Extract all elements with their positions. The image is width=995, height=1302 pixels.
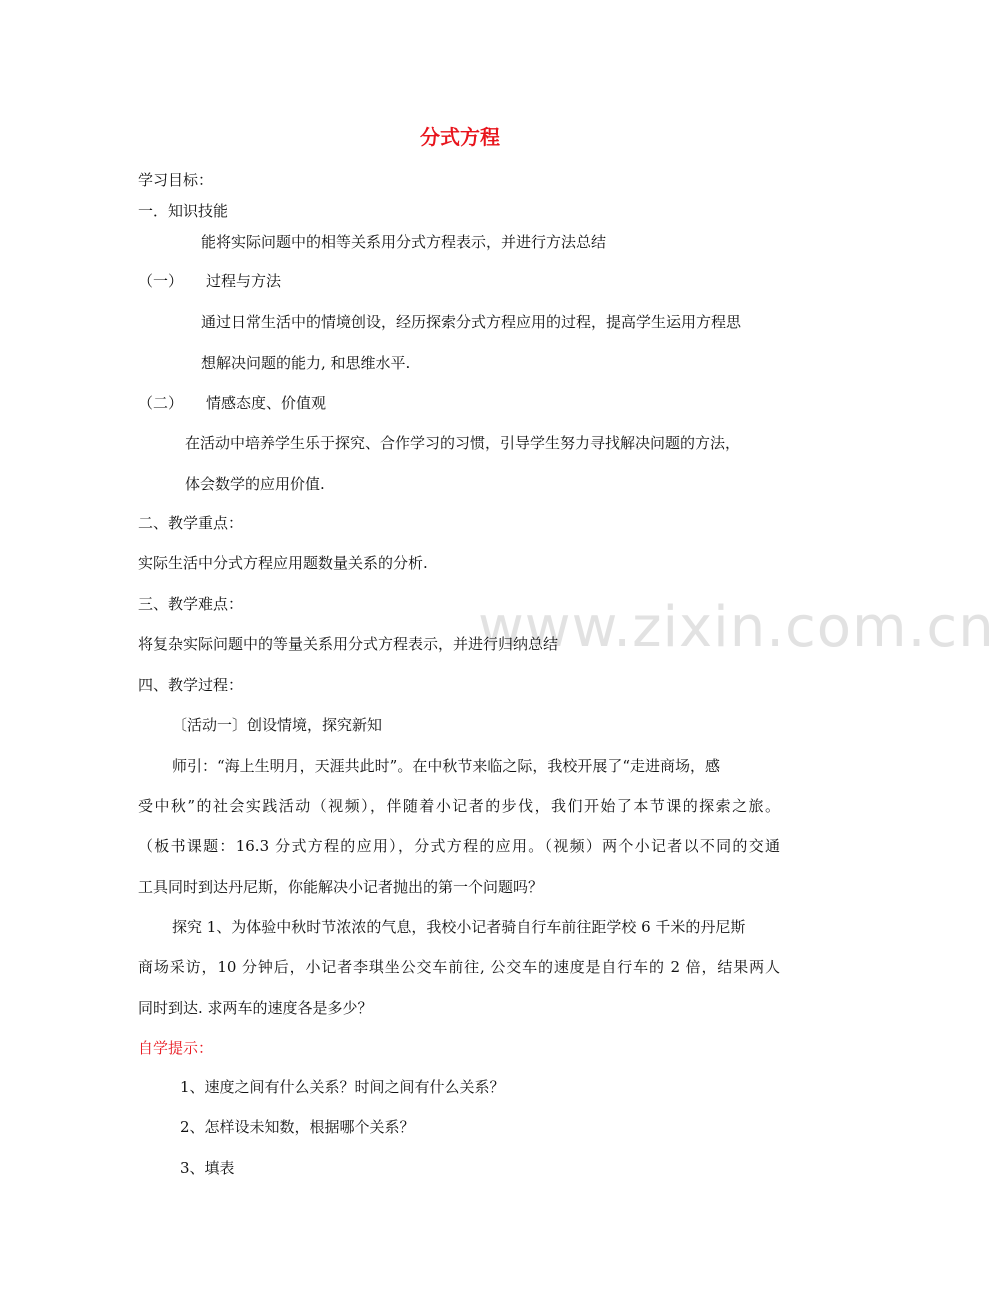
para2-line3: 同时到达. 求两车的速度各是多少？ [138, 999, 373, 1017]
objectives-heading: 学习目标： [138, 171, 214, 189]
para2-line1: 探究 1、为体验中秋时节浓浓的气息，我校小记者骑自行车前往距学校 6 千米的丹尼斯 [172, 918, 746, 936]
activity1-heading: 〔活动一〕创设情境，探究新知 [172, 716, 383, 734]
section1-heading: 一．知识技能 [138, 202, 229, 220]
sub1-line1: 通过日常生活中的情境创设，经历探索分式方程应用的过程，提高学生运用方程思 [201, 313, 742, 331]
difficulty-text: 将复杂实际问题中的等量关系用分式方程表示，并进行归纳总结 [138, 635, 559, 653]
difficulty-heading: 三、教学难点： [138, 595, 244, 613]
process-heading: 四、教学过程： [138, 676, 244, 694]
section1-text: 能将实际问题中的相等关系用分式方程表示，并进行方法总结 [201, 233, 607, 251]
sub1-heading: 过程与方法 [206, 272, 282, 290]
hint-item-1: 1、速度之间有什么关系？时间之间有什么关系？ [180, 1078, 505, 1096]
sub2-line2: 体会数学的应用价值. [185, 475, 325, 493]
para2-line2: 商场采访，10 分钟后，小记者李琪坐公交车前往, 公交车的速度是自行车的 2 倍，结果两人 [138, 958, 780, 976]
para1-line3: （板书课题：16.3 分式方程的应用），分式方程的应用。（视频）两个小记者以不同的交通 [138, 837, 780, 855]
watermark: www.zixin.com.cn [478, 595, 995, 660]
sub2-marker: （二） [138, 394, 184, 412]
sub2-line1: 在活动中培养学生乐于探究、合作学习的习惯，引导学生努力寻找解决问题的方法， [185, 434, 741, 452]
sub1-marker: （一） [138, 272, 184, 290]
sub1-line2: 想解决问题的能力, 和思维水平. [201, 354, 411, 372]
focus-text: 实际生活中分式方程应用题数量关系的分析. [138, 554, 428, 572]
focus-heading: 二、教学重点： [138, 514, 244, 532]
para1-line1: 师引：“海上生明月，天涯共此时”。在中秋节来临之际，我校开展了“走进商场，感 [172, 757, 721, 775]
hint-heading: 自学提示： [138, 1039, 214, 1057]
page-title: 分式方程 [420, 125, 500, 149]
sub2-heading: 情感态度、价值观 [206, 394, 327, 412]
hint-item-3: 3、填表 [180, 1159, 235, 1177]
para1-line2: 受中秋”的社会实践活动（视频），伴随着小记者的步伐，我们开始了本节课的探索之旅。 [138, 797, 780, 815]
para1-line4: 工具同时到达丹尼斯，你能解决小记者抛出的第一个问题吗？ [138, 878, 544, 896]
hint-item-2: 2、怎样设未知数，根据哪个关系？ [180, 1118, 415, 1136]
